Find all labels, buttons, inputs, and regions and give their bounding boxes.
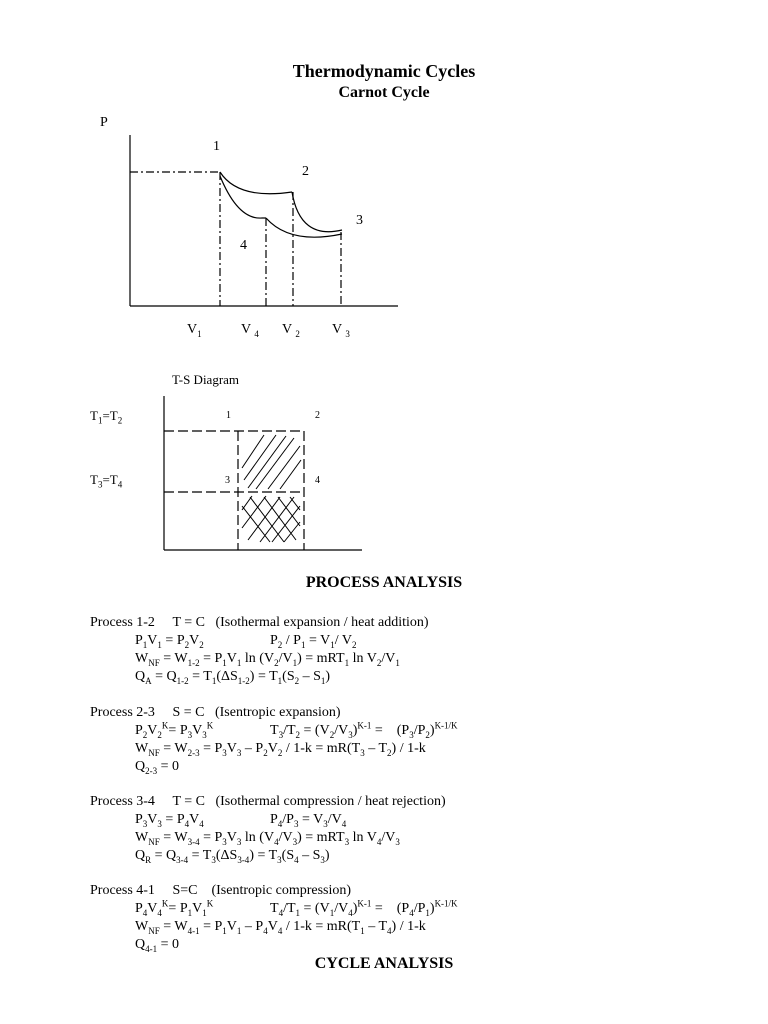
- pv-p-axis-label: P: [100, 115, 108, 130]
- process-2-3-eq-b: $T_3/T_2 = (V_2/V_3)^{K-1}$ = $(P_3/P_2)^{K-1/K}$: [270, 720, 458, 740]
- pv-v1-label: $V_1$: [187, 322, 202, 339]
- process-3-4-eq-a: $P_3V_3 = P_4V_4$: [135, 812, 204, 829]
- process-2-3-work: $W_{NF} = W_{2-3} = P_3V_3 - P_2V_2 / 1-k = mR(T_3 - T_2) / 1-k$: [135, 741, 426, 758]
- process-3-4-work: $W_{NF} = W_{3-4} = P_3V_3$ $\ln (V_4/V_3) = mRT_3$ $\ln V_4/V_3$: [135, 830, 400, 847]
- process-2-3-heat: $Q_{2-3} = 0$: [135, 759, 180, 776]
- pv-curve-1-4: [220, 176, 266, 218]
- process-analysis-heading: PROCESS ANALYSIS: [305, 574, 463, 591]
- process-1-2-heat: $Q_A = Q_{1-2} = T_1(\Delta S_{1-2}) = T_1(S_2 - S_1)$: [135, 669, 331, 686]
- ts-diagram-title: T-S Diagram: [172, 372, 240, 387]
- ts-point-1-label: 1: [226, 410, 231, 421]
- ts-rejected-heat-crosshatch: [242, 496, 300, 542]
- process-3-4-eq-b: $P_4/P_3 = V_3/V_4$: [270, 812, 347, 829]
- pv-v2-label: V $_2$: [282, 322, 300, 339]
- ts-point-4-label: 4: [315, 475, 320, 486]
- pv-v4-label: V $_4$: [241, 322, 259, 339]
- pv-point-4-label: 4: [240, 238, 247, 253]
- pv-point-3-label: 3: [356, 213, 363, 228]
- ts-net-work-hatch: [242, 435, 301, 489]
- pv-point-1-label: 1: [213, 139, 220, 154]
- process-2-3-eq-a: $P_2V_2^K= P_3V_3^K$: [135, 720, 214, 740]
- process-1-2-eq-b: $P_2 / P_1 = V_1/$ $V_2$: [270, 633, 357, 650]
- process-4-1-heat: $Q_{4-1} = 0$: [135, 937, 180, 954]
- page-subtitle: Carnot Cycle: [338, 84, 430, 101]
- pv-v3-label: V $_3$: [332, 322, 350, 339]
- process-4-1-eq-a: $P_4V_4^K= P_1V_1^K$: [135, 898, 214, 918]
- pv-point-2-label: 2: [302, 164, 309, 179]
- pv-curve-2-3: [292, 192, 342, 232]
- ts-t-high-label: $T_1=T_2$: [90, 408, 123, 426]
- process-4-1-header: Process 4-1 S=C (Isentropic compression): [90, 883, 352, 898]
- process-2-3-header: Process 2-3 S = C (Isentropic expansion): [90, 705, 341, 720]
- process-1-2-header: Process 1-2 T = C (Isothermal expansion / heat addition): [90, 615, 429, 630]
- process-1-2-work: $W_{NF} = W_{1-2} = P_1V_1$ $\ln (V_2/V_1) = mRT_1$ $\ln V_2/V_1$: [135, 651, 400, 668]
- process-3-4-header: Process 3-4 T = C (Isothermal compression / heat rejection): [90, 794, 446, 809]
- page-title: Thermodynamic Cycles: [292, 61, 476, 81]
- ts-point-2-label: 2: [315, 410, 320, 421]
- process-1-2-eq-a: $P_1V_1 = P_2V_2$: [135, 633, 204, 650]
- ts-point-3-label: 3: [225, 475, 230, 486]
- cycle-analysis-heading: CYCLE ANALYSIS: [314, 955, 454, 972]
- process-3-4-heat: $Q_R = Q_{3-4} = T_3(\Delta S_{3-4}) = T_3(S_4 - S_3)$: [135, 848, 330, 865]
- ts-t-low-label: $T_3=T_4$: [90, 472, 123, 490]
- ts-diagram: [164, 396, 362, 550]
- process-4-1-work: $W_{NF} = W_{4-1} = P_1V_1 - P_4V_4 / 1-k = mR(T_1 - T_4) / 1-k$: [135, 919, 426, 936]
- pv-curve-1-2: [220, 172, 292, 194]
- process-4-1-eq-b: $T_4/T_1 = (V_1/V_4)^{K-1}$ = $(P_4/P_1)^{K-1/K}$: [270, 898, 458, 918]
